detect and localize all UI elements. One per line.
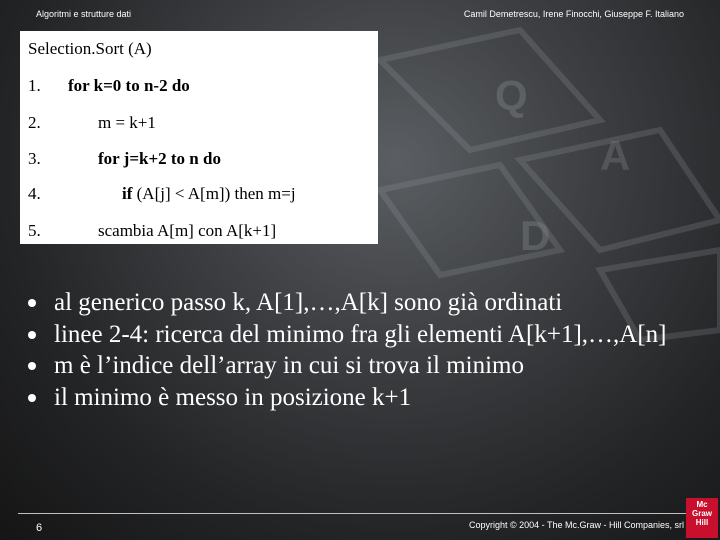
- bullet-icon: [28, 394, 36, 402]
- page-number: 6: [36, 522, 43, 534]
- svg-text:D: D: [520, 212, 551, 259]
- line-text: if (A[j] < A[m]) then m=j: [122, 184, 296, 203]
- svg-text:A: A: [600, 132, 631, 179]
- line-text: m = k+1: [98, 113, 156, 132]
- course-title: Algoritmi e strutture dati: [36, 9, 132, 19]
- bullet-item: m è l’indice dell’array in cui si trova il minimo: [26, 350, 706, 382]
- line-number: 4.: [28, 184, 41, 203]
- bullet-item: linee 2-4: ricerca del minimo fra gli elementi A[k+1],…,A[n]: [26, 319, 706, 351]
- bullet-icon: [28, 299, 36, 307]
- footer-divider: [18, 513, 686, 514]
- pseudocode-box: [20, 31, 378, 244]
- copyright-notice: Copyright © 2004 - The Mc.Graw - Hill Companies, srl: [468, 520, 684, 530]
- slide-header: [0, 0, 720, 26]
- line-number: 3.: [28, 149, 41, 168]
- line-number: 1.: [28, 76, 41, 95]
- line-number: 5.: [28, 221, 41, 240]
- bullet-icon: [28, 362, 36, 370]
- publisher-logo: Mc Graw Hill: [686, 498, 718, 538]
- bullet-item: al generico passo k, A[1],…,A[k] sono già ordinati: [26, 287, 706, 319]
- line-number: 2.: [28, 113, 41, 132]
- line-text: for j=k+2 to n do: [98, 149, 221, 168]
- line-text: scambia A[m] con A[k+1]: [98, 221, 277, 240]
- pseudocode-title: Selection.Sort (A): [28, 39, 152, 58]
- bullet-icon: [28, 331, 36, 339]
- bullet-item: il minimo è messo in posizione k+1: [26, 382, 706, 414]
- svg-text:Q: Q: [495, 72, 528, 119]
- line-text: for k=0 to n-2 do: [68, 76, 190, 95]
- authors: Camil Demetrescu, Irene Finocchi, Giuseppe F. Italiano: [463, 9, 684, 19]
- bullet-list: [26, 287, 706, 413]
